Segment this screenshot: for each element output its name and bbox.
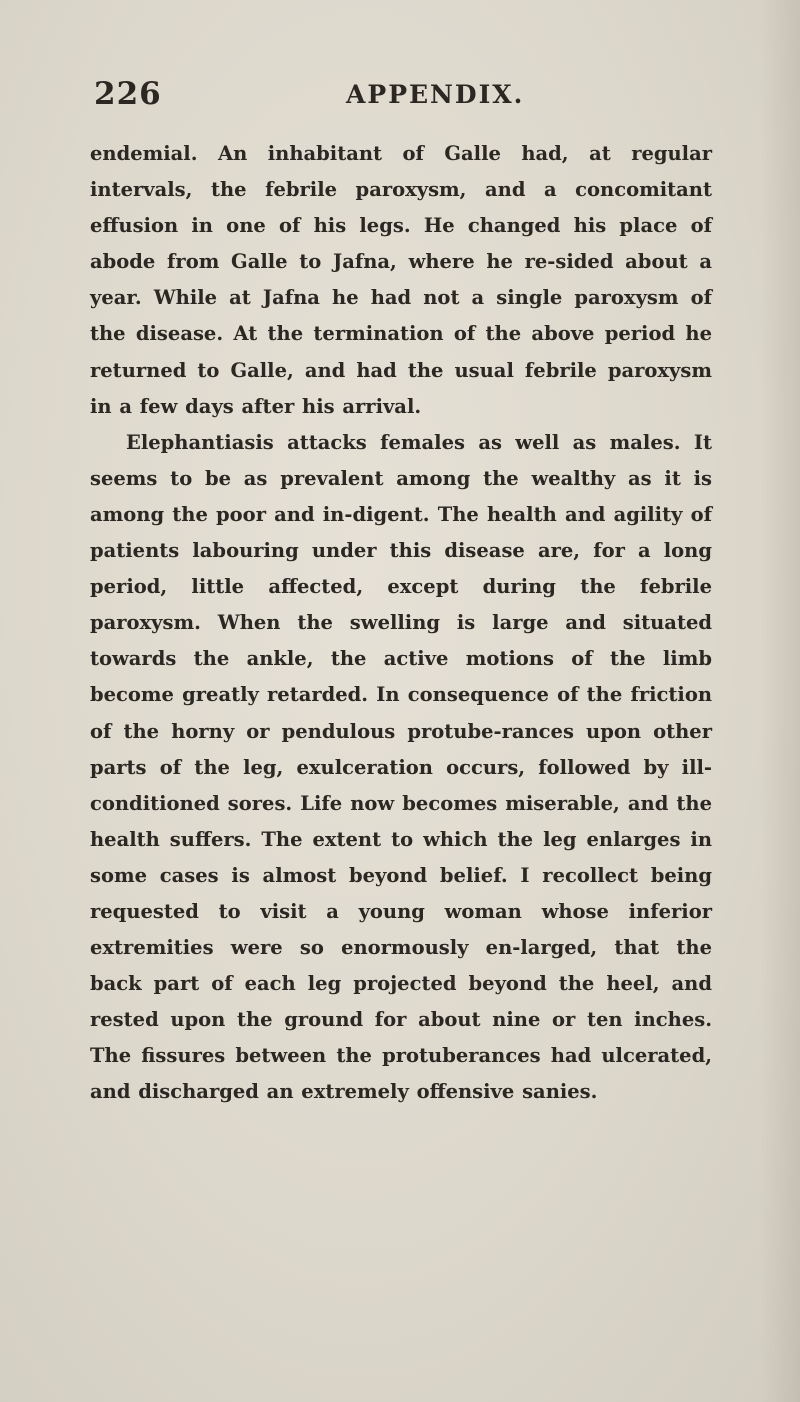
- page-number: 226: [94, 76, 162, 112]
- page-header: [94, 76, 734, 116]
- running-head: APPENDIX.: [346, 80, 525, 109]
- paragraph-1: endemial. An inhabitant of Galle had, at regular intervals, the febrile paroxysm, and a concomitant effusion in one of his legs. He changed his place of abode from Galle to Jafna, where he re-sided about a year. While at Jafna he had not a single paroxysm of the disease. At the termination of the above period he returned to Galle, and had the usual febrile paroxysm in a few days after his arrival.: [90, 142, 712, 418]
- paragraph-2: Elephantiasis attacks females as well as males. It seems to be as prevalent among the wealthy as it is among the poor and in-digent. The health and agility of patients labouring under this disease are, for a long period, little affected, except during the febrile paroxysm. When the swelling is large and situated towards the ankle, the active motions of the limb become greatly retarded. In consequence of the friction of the horny or pendulous protube-rances upon other parts of the leg, exulceration occurs, followed by ill-conditioned sores. Life now becomes miserable, and the health suffers. The extent to which the leg enlarges in some cases is almost beyond belief. I recollect being requested to visit a young woman whose inferior extremities were so enormously en-larged, that the back part of each leg projected beyond the heel, and rested upon the ground for about nine or ten inches. The fissures between the protuberances had ulcerated, and discharged an extremely offensive sanies.: [90, 430, 712, 1104]
- body-text: [90, 136, 712, 1111]
